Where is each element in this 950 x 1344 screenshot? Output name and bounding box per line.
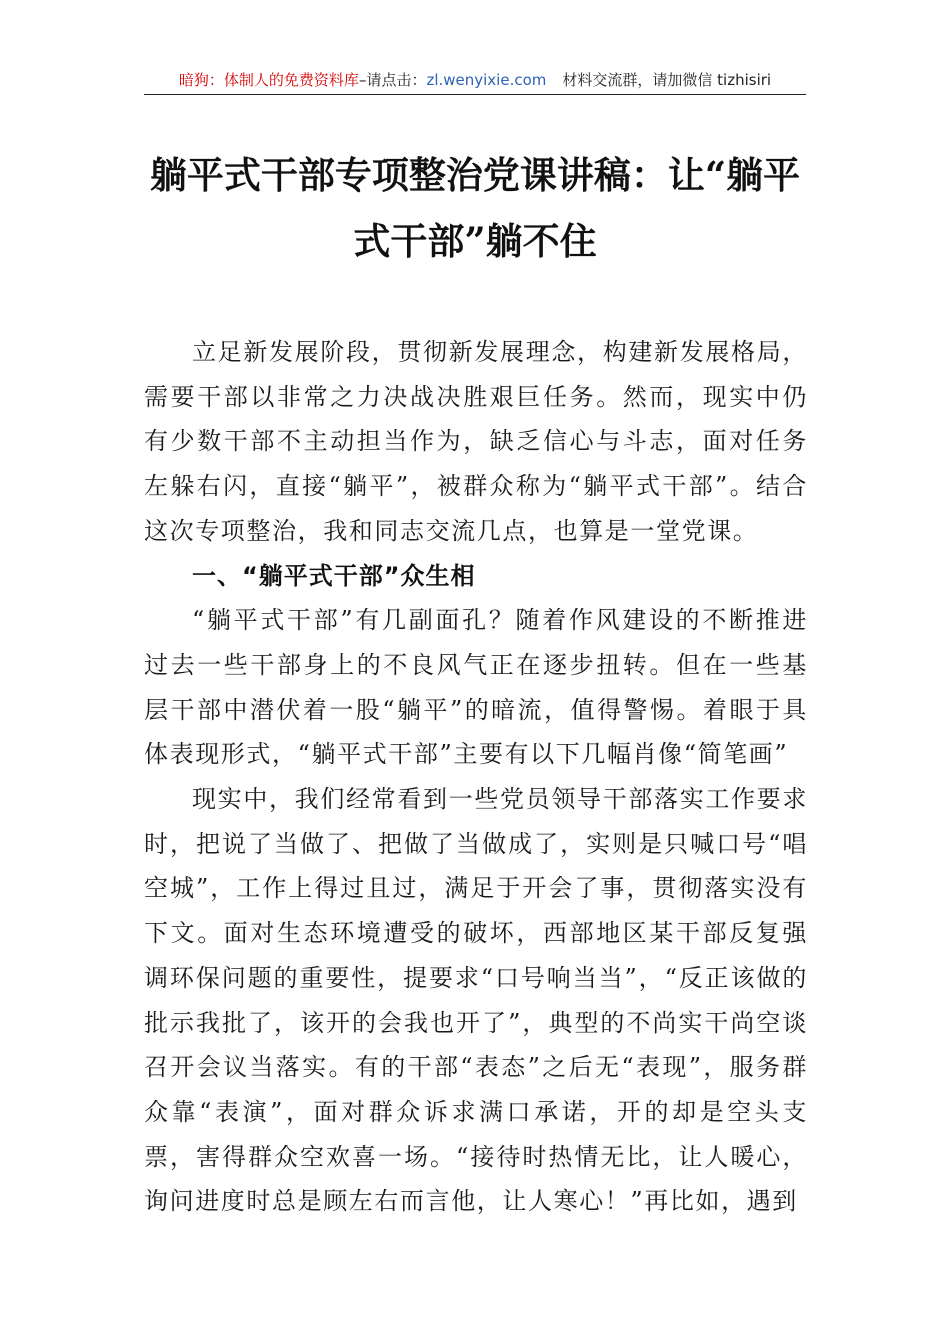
click-prefix-text: –请点击：	[358, 71, 427, 89]
wechat-group-note: 材料交流群，请加微信 tizhisiri	[562, 71, 772, 89]
document-title	[140, 142, 810, 274]
promo-text: 暗狗：体制人的免费资料库	[178, 71, 359, 89]
website-link[interactable]: zl.wenyixie.com	[426, 71, 547, 89]
section-heading: 一、“躺平式干部”众生相	[192, 561, 476, 590]
page-header-banner	[144, 66, 806, 95]
intro-paragraph: 立足新发展阶段，贯彻新发展理念，构建新发展格局，需要干部以非常之力决战决胜艰巨任务。然而，现实中仍有少数干部不主动担当作为，缺乏信心与斗志，面对任务左躲右闪，直接“躺平”，被群众称为“躺平式干部”。结合这次专项整治，我和同志交流几点，也算是一堂党课。	[144, 338, 808, 545]
section-paragraph-1: “躺平式干部”有几副面孔？随着作风建设的不断推进过去一些干部身上的不良风气正在逐步扭转。但在一些基层干部中潜伏着一股“躺平”的暗流，值得警惕。着眼于具体表现形式，“躺平式干部”主要有以下几幅肖像“简笔画”	[144, 606, 808, 769]
title-line-1: 躺平式干部专项整治党课讲稿：让“躺平	[149, 153, 801, 197]
section-paragraph-2: 现实中，我们经常看到一些党员领导干部落实工作要求时，把说了当做了、把做了当做成了，实则是只喊口号“唱空城”，工作上得过且过，满足于开会了事，贯彻落实没有下文。面对生态环境遭受的破坏，西部地区某干部反复强调环保问题的重要性，提要求“口号响当当”，“反正该做的批示我批了，该开的会我也开了”，典型的不尚实干尚空谈召开会议当落实。有的干部“表态”之后无“表现”，服务群众靠“表演”，面对群众诉求满口承诺，开的却是空头支票，害得群众空欢喜一场。“接待时热情无比，让人暖心，询问进度时总是顾左右而言他，让人寒心！”再比如，遇到	[144, 785, 808, 1216]
title-line-2: 式干部”躺不住	[353, 219, 597, 263]
document-body	[144, 330, 808, 1224]
